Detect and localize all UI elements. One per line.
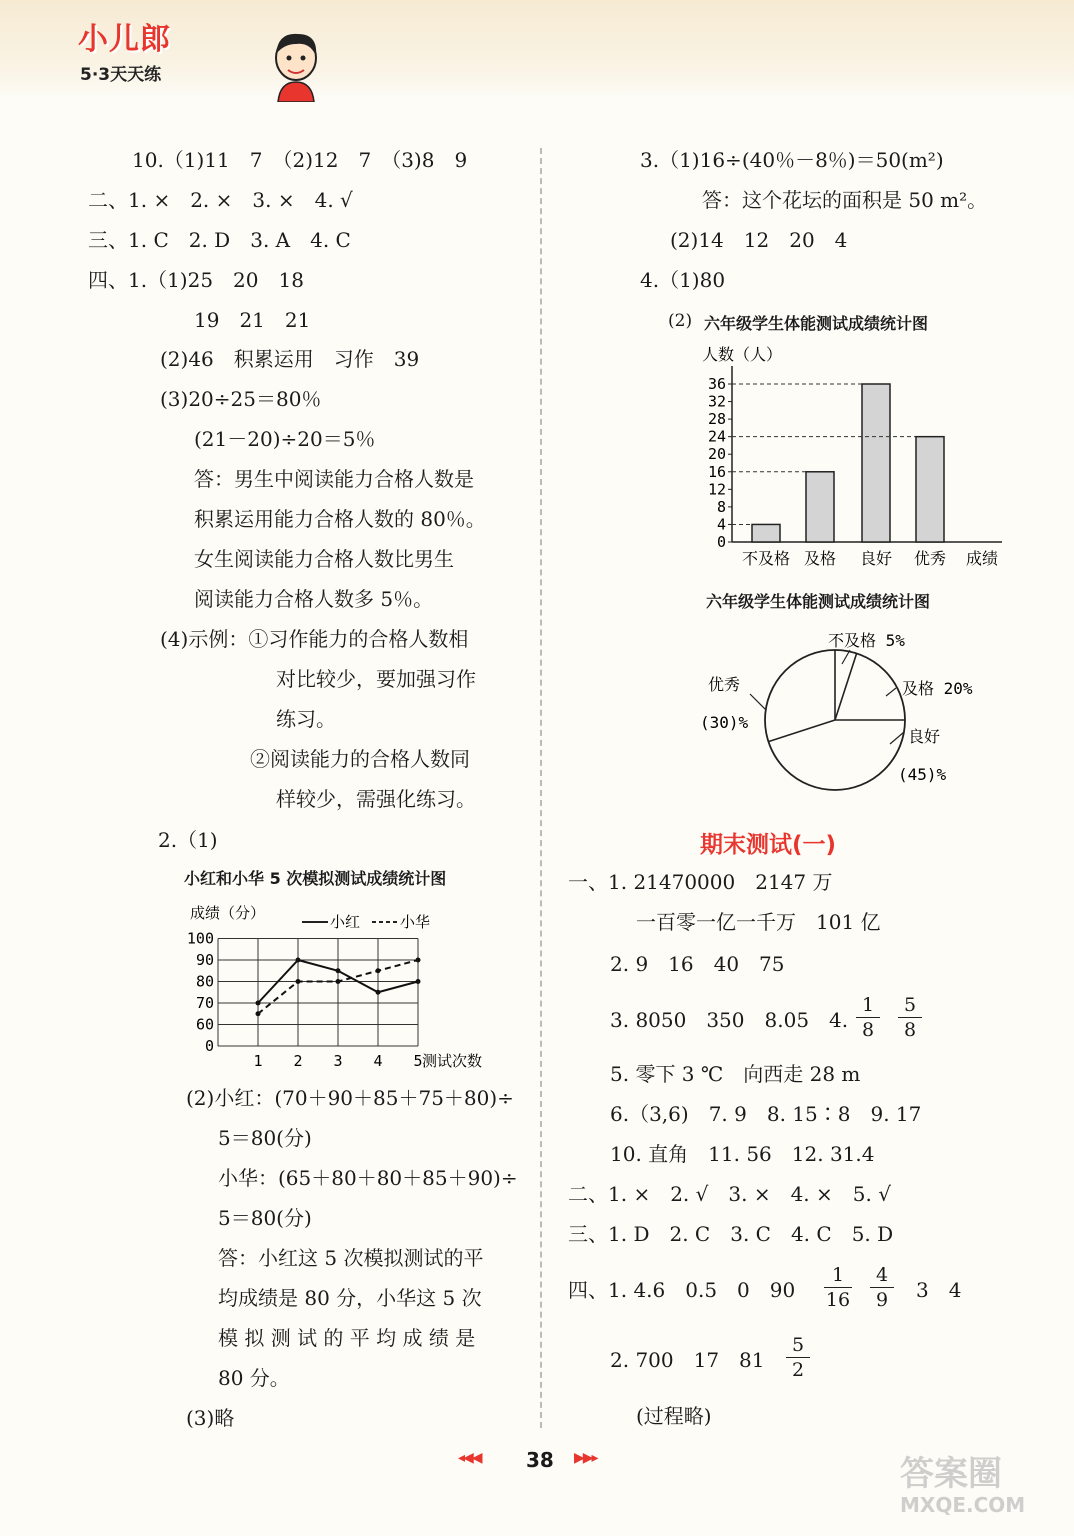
y-tick-label: 8	[716, 497, 726, 516]
data-point	[336, 979, 341, 984]
brand-series: 5·3天天练	[80, 65, 162, 85]
answer-line: 3.（1)16÷(40％－8％)＝50(m²)	[640, 148, 944, 172]
x-tick-label: 3	[333, 1052, 343, 1070]
answer-line: (过程略)	[636, 1404, 712, 1428]
answer-line: 样较少，需强化练习。	[276, 787, 476, 811]
answer-line: 3 4	[916, 1278, 962, 1302]
prev-arrows-icon: ◂◀◀	[458, 1450, 481, 1466]
bar	[752, 524, 780, 542]
answer-line: 积累运用能力合格人数的 80％。	[194, 507, 486, 531]
y-tick-label: 80	[195, 972, 214, 991]
answer-line: 模 拟 测 试 的 平 均 成 绩 是	[218, 1326, 476, 1350]
y-tick-label: 12	[707, 480, 726, 499]
data-point	[416, 979, 421, 984]
answer-line: 练习。	[276, 707, 336, 731]
next-arrows-icon: ▶▶▸	[574, 1450, 597, 1466]
data-point	[256, 1001, 261, 1006]
pie-slice-label: 不及格 5%	[828, 631, 905, 650]
answer-line: 10. 直角 11. 56 12. 31.4	[610, 1142, 875, 1166]
answer-line: 四、1.（1)25 20 18	[88, 268, 304, 292]
legend-label: 小红	[330, 913, 361, 931]
answer-line: 一百零一亿一千万 101 亿	[636, 910, 881, 934]
y-axis-label: 成绩（分）	[190, 904, 266, 922]
answer-line: 5＝80(分)	[218, 1206, 312, 1230]
y-tick-label: 28	[707, 410, 726, 429]
y-tick-label: 0	[716, 533, 726, 551]
x-axis-label: 测试次数	[422, 1052, 483, 1070]
y-tick-label: 20	[707, 445, 726, 464]
answer-line: 3. 8050 350 8.05 4.	[610, 1008, 849, 1032]
label-leader	[886, 688, 896, 696]
answer-line: 2.（1)	[158, 828, 218, 852]
answer-line: (2)14 12 20 4	[670, 228, 848, 252]
y-tick-label: 36	[707, 375, 726, 393]
pie-slice-label: 优秀	[708, 675, 741, 694]
answer-line: (3)略	[186, 1406, 235, 1430]
answer-line: 二、1. × 2. × 3. × 4. √	[88, 188, 353, 212]
y-tick-label: 60	[195, 1015, 214, 1034]
pie-slice-edge	[768, 720, 835, 742]
x-tick-label: 1	[253, 1052, 263, 1070]
answer-line: (21－20)÷20＝5％	[194, 427, 376, 451]
answer-line: 6.（3,6) 7. 9 8. 15∶8 9. 17	[610, 1102, 922, 1126]
label-leader	[750, 694, 766, 710]
y-tick-label: 100	[186, 929, 214, 948]
brand-logo	[78, 14, 258, 94]
bar-chart	[700, 338, 1010, 574]
answer-line: 女生阅读能力合格人数比男生	[194, 547, 454, 571]
answer-line: ②阅读能力的合格人数同	[250, 747, 470, 771]
answer-line: (2)小红：(70＋90＋85＋75＋80)÷	[186, 1086, 514, 1110]
data-point	[336, 968, 341, 973]
page-number: 38	[526, 1448, 554, 1472]
answer-line: 2. 700 17 81	[610, 1348, 765, 1372]
answer-line: 答：小红这 5 次模拟测试的平	[218, 1246, 484, 1270]
label-leader	[842, 650, 850, 664]
column-divider	[540, 148, 542, 1428]
fraction: $\frac{4}{9}$	[870, 1264, 894, 1311]
brand-title: 小儿郎	[78, 22, 171, 57]
answer-line: 三、1. C 2. D 3. A 4. C	[88, 228, 351, 252]
answer-line: 19 21 21	[194, 308, 311, 332]
bar-chart-title: 六年级学生体能测试成绩统计图	[704, 314, 929, 333]
line-chart-title: 小红和小华 5 次模拟测试成绩统计图	[184, 869, 447, 888]
data-point	[416, 958, 421, 963]
legend-label: 小华	[400, 913, 431, 931]
answer-line: 5＝80(分)	[218, 1126, 312, 1150]
pie-chart-title: 六年级学生体能测试成绩统计图	[706, 592, 931, 611]
x-tick-label: 良好	[859, 549, 893, 568]
y-tick-label: 4	[716, 515, 726, 534]
answer-line: (2)46 积累运用 习作 39	[160, 347, 420, 371]
data-point	[256, 1011, 261, 1016]
answer-line: (2)	[668, 311, 693, 331]
y-tick-label: 32	[707, 392, 726, 411]
pie-slice-edge	[835, 653, 857, 720]
mascot-boy-icon	[266, 28, 326, 102]
answer-line: (4)示例：①习作能力的合格人数相	[160, 627, 469, 651]
answer-line: 四、1. 4.6 0.5 0 90	[568, 1278, 796, 1302]
data-point	[376, 968, 381, 973]
y-tick-label: 24	[707, 427, 726, 446]
x-tick-label: 4	[373, 1052, 383, 1070]
answer-line: 三、1. D 2. C 3. C 4. C 5. D	[568, 1222, 894, 1246]
answer-line: 均成绩是 80 分，小华这 5 次	[218, 1286, 482, 1310]
answer-line: 小华：(65＋80＋80＋85＋90)÷	[218, 1166, 518, 1190]
fraction: $\frac{1}{8}$	[856, 994, 880, 1041]
x-tick-label: 及格	[803, 549, 837, 568]
x-axis-label: 成绩	[966, 549, 999, 568]
x-tick-label: 2	[293, 1052, 303, 1070]
y-tick-label: 16	[707, 462, 726, 481]
answer-line: 对比较少，要加强习作	[276, 667, 476, 691]
y-tick-label: 0	[204, 1037, 214, 1055]
y-tick-label: 90	[195, 951, 214, 969]
answer-line: 二、1. × 2. √ 3. × 4. × 5. √	[568, 1182, 891, 1206]
data-point	[296, 979, 301, 984]
x-tick-label: 优秀	[913, 549, 947, 568]
data-point	[376, 990, 381, 995]
x-tick-label: 5	[413, 1052, 423, 1070]
pie-slice-label: 及格 20%	[902, 679, 973, 698]
answer-line: 5. 零下 3 ℃ 向西走 28 m	[610, 1062, 861, 1086]
bar	[806, 472, 834, 542]
bar	[862, 384, 890, 542]
pie-slice-label: (30)%	[700, 713, 749, 732]
pie-chart	[690, 620, 1010, 800]
line-chart	[180, 900, 520, 1072]
x-tick-label: 不及格	[741, 549, 791, 568]
bar	[916, 437, 944, 542]
pie-slice-label: 良好	[908, 727, 941, 746]
fraction: $\frac{1}{16}$	[825, 1264, 851, 1311]
y-tick-label: 70	[195, 994, 214, 1012]
answer-line: 答：男生中阅读能力合格人数是	[194, 467, 474, 491]
answer-line: 2. 9 16 40 75	[610, 952, 785, 976]
answer-line: 阅读能力合格人数多 5％。	[194, 587, 434, 611]
fraction: $\frac{5}{2}$	[786, 1334, 810, 1381]
fraction: $\frac{5}{8}$	[898, 994, 922, 1041]
answer-line: 4.（1)80	[640, 268, 726, 292]
answer-line: 一、1. 21470000 2147 万	[568, 870, 833, 894]
answer-line: 答：这个花坛的面积是 50 m²。	[702, 188, 988, 212]
answer-line: 80 分。	[218, 1366, 290, 1390]
answer-line: (3)20÷25＝80％	[160, 387, 322, 411]
data-point	[296, 958, 301, 963]
watermark-logo: 答案圈 MXQE.COM	[900, 1454, 1026, 1517]
section-title: 期末测试(一)	[700, 832, 837, 858]
y-axis-label: 人数（人）	[702, 345, 783, 364]
pie-slice-label: (45)%	[898, 765, 947, 784]
answer-line: 10.（1)11 7 （2)12 7 （3)8 9	[132, 148, 468, 172]
